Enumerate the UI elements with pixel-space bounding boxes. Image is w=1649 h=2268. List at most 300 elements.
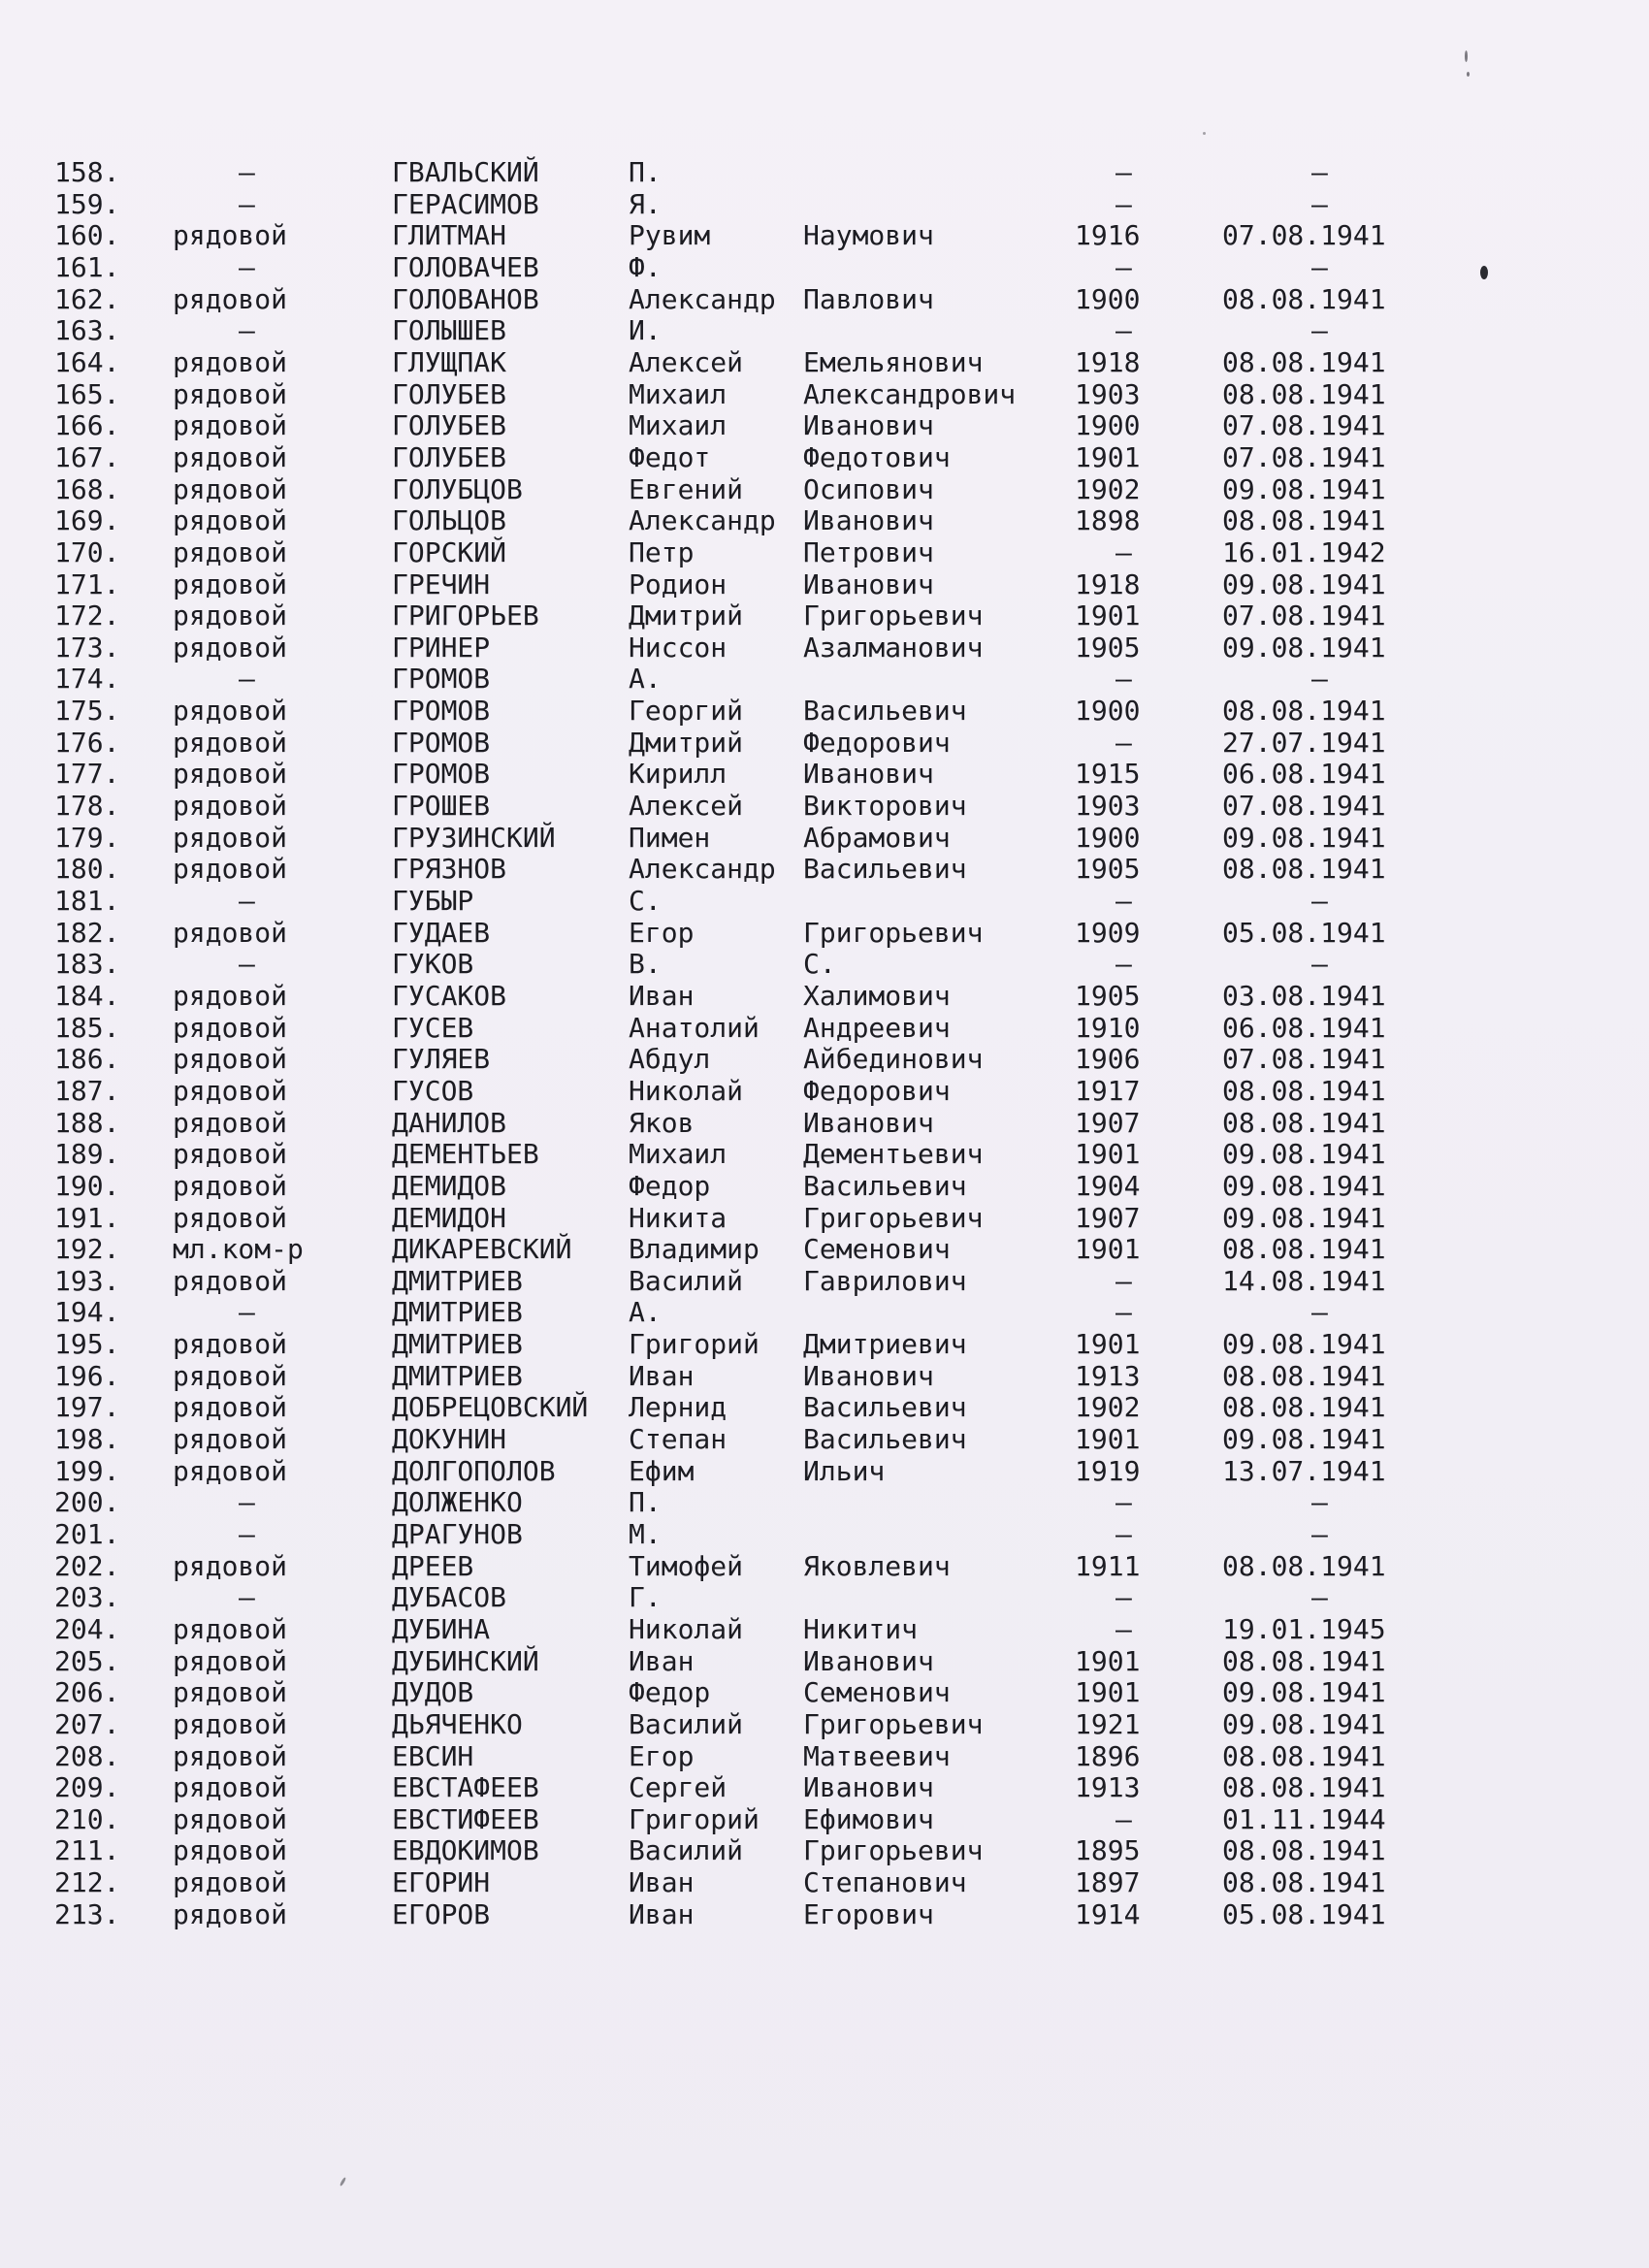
rank-cell: рядовой [173,440,288,473]
row-number: 189. [54,1138,120,1171]
date-cell: 08.08.1941 [1222,853,1386,886]
first-name-cell: Ефим [629,1454,695,1487]
row-number: 194. [54,1296,120,1329]
surname-cell: ГОЛУБЕВ [392,377,507,410]
first-name-cell: Иван [629,979,695,1012]
row-number: 197. [54,1391,120,1424]
rank-cell: рядовой [173,1707,288,1740]
row-number: 185. [54,1011,120,1044]
surname-cell: ДАНИЛОВ [392,1106,507,1139]
first-name-cell: Александр [629,282,776,315]
date-cell: 13.07.1941 [1222,1454,1386,1487]
first-name-cell: П. [629,156,662,188]
surname-cell: ГЛИТМАН [392,219,507,252]
row-number: 167. [54,440,120,473]
surname-cell: ГОЛУБЕВ [392,409,507,442]
patronymic-cell: Ильич [803,1454,886,1487]
surname-cell: ГРОМОВ [392,726,491,759]
scan-speck [1467,72,1470,77]
date-cell: – [1311,156,1328,188]
surname-cell: ДУБИНА [392,1612,491,1645]
rank-cell: рядовой [173,979,288,1012]
roster-row [0,1614,1649,1645]
patronymic-cell: Григорьевич [803,1201,984,1234]
rank-cell: – [239,663,255,696]
date-cell: 09.08.1941 [1222,1707,1386,1740]
surname-cell: ДЕМИДОН [392,1201,507,1234]
birth-year-cell: 1901 [1075,1676,1141,1709]
date-cell: 09.08.1941 [1222,1676,1386,1709]
rank-cell: рядовой [173,535,288,568]
date-cell: 09.08.1941 [1222,1138,1386,1171]
patronymic-cell: Егорович [803,1897,934,1930]
first-name-cell: Федот [629,440,711,473]
birth-year-cell: – [1116,187,1132,220]
row-number: 209. [54,1771,120,1804]
surname-cell: ГУЛЯЕВ [392,1043,491,1076]
birth-year-cell: – [1116,1581,1132,1614]
rank-cell: рядовой [173,726,288,759]
surname-cell: ГРИНЕР [392,631,491,664]
patronymic-cell: Гаврилович [803,1264,967,1297]
birth-year-cell: – [1116,1612,1132,1645]
first-name-cell: Федор [629,1676,711,1709]
roster-row [0,1013,1649,1044]
date-cell: 06.08.1941 [1222,758,1386,791]
date-cell: 07.08.1941 [1222,790,1386,822]
patronymic-cell: Иванович [803,1771,934,1804]
rank-cell: рядовой [173,758,288,791]
date-cell: 07.08.1941 [1222,599,1386,632]
first-name-cell: Ф. [629,250,662,283]
surname-cell: ДОЛГОПОЛОВ [392,1454,556,1487]
rank-cell: рядовой [173,1106,288,1139]
first-name-cell: А. [629,663,662,696]
first-name-cell: Михаил [629,409,728,442]
date-cell: 08.08.1941 [1222,504,1386,537]
birth-year-cell: – [1116,314,1132,347]
roster-row [0,474,1649,505]
patronymic-cell: Азалманович [803,631,984,664]
row-number: 160. [54,219,120,252]
date-cell: 09.08.1941 [1222,472,1386,505]
row-number: 171. [54,567,120,600]
first-name-cell: Пимен [629,821,711,854]
surname-cell: ДЕМИДОВ [392,1169,507,1202]
date-cell: 08.08.1941 [1222,1644,1386,1677]
roster-row [0,1551,1649,1582]
rank-cell: рядовой [173,1328,288,1360]
patronymic-cell: Федорович [803,726,951,759]
date-cell: 08.08.1941 [1222,1549,1386,1582]
first-name-cell: Иван [629,1897,695,1930]
roster-row [0,315,1649,346]
rank-cell: рядовой [173,282,288,315]
date-cell: 07.08.1941 [1222,219,1386,252]
birth-year-cell: 1909 [1075,916,1141,949]
birth-year-cell: 1901 [1075,1138,1141,1171]
row-number: 202. [54,1549,120,1582]
surname-cell: ДМИТРИЕВ [392,1359,523,1392]
surname-cell: ДРАГУНОВ [392,1518,523,1550]
row-number: 186. [54,1043,120,1076]
roster-row [0,1139,1649,1170]
row-number: 172. [54,599,120,632]
first-name-cell: Александр [629,853,776,886]
birth-year-cell: 1903 [1075,377,1141,410]
birth-year-cell: 1905 [1075,631,1141,664]
roster-row [0,220,1649,251]
row-number: 195. [54,1328,120,1360]
scan-speck [1465,50,1468,62]
rank-cell: рядовой [173,472,288,505]
roster-row [0,1677,1649,1708]
surname-cell: ДЬЯЧЕНКО [392,1707,523,1740]
first-name-cell: Николай [629,1612,744,1645]
surname-cell: ДОБРЕЦОВСКИЙ [392,1391,589,1424]
birth-year-cell: 1901 [1075,440,1141,473]
roster-row [0,157,1649,188]
row-number: 175. [54,695,120,727]
rank-cell: рядовой [173,821,288,854]
rank-cell: – [239,187,255,220]
first-name-cell: Никита [629,1201,728,1234]
roster-row [0,1867,1649,1898]
surname-cell: ДИКАРЕВСКИЙ [392,1233,572,1266]
rank-cell: – [239,1581,255,1614]
birth-year-cell: 1905 [1075,853,1141,886]
birth-year-cell: 1901 [1075,1328,1141,1360]
surname-cell: ГРОМОВ [392,758,491,791]
surname-cell: ДУБИНСКИЙ [392,1644,539,1677]
rank-cell: – [239,250,255,283]
date-cell: 08.08.1941 [1222,1074,1386,1107]
date-cell: 08.08.1941 [1222,1866,1386,1899]
first-name-cell: Алексей [629,790,744,822]
rank-cell: – [239,884,255,917]
patronymic-cell: Ефимович [803,1802,934,1835]
rank-cell: – [239,1486,255,1519]
birth-year-cell: 1915 [1075,758,1141,791]
first-name-cell: Яков [629,1106,695,1139]
birth-year-cell: 1903 [1075,790,1141,822]
rank-cell: рядовой [173,1423,288,1455]
patronymic-cell: Никитич [803,1612,919,1645]
row-number: 206. [54,1676,120,1709]
birth-year-cell: 1917 [1075,1074,1141,1107]
first-name-cell: Лернид [629,1391,728,1424]
birth-year-cell: 1913 [1075,1359,1141,1392]
first-name-cell: С. [629,884,662,917]
surname-cell: ГУСЕВ [392,1011,474,1044]
roster-row [0,1361,1649,1392]
row-number: 163. [54,314,120,347]
row-number: 158. [54,156,120,188]
row-number: 183. [54,948,120,981]
surname-cell: ГРЯЗНОВ [392,853,507,886]
rank-cell: рядовой [173,1549,288,1582]
first-name-cell: Георгий [629,695,744,727]
roster-row [0,1266,1649,1297]
first-name-cell: Михаил [629,377,728,410]
first-name-cell: Родион [629,567,728,600]
patronymic-cell: Матвеевич [803,1739,951,1772]
surname-cell: ЕГОРОВ [392,1897,491,1930]
row-number: 208. [54,1739,120,1772]
first-name-cell: Ниссон [629,631,728,664]
surname-cell: ГОРСКИЙ [392,535,507,568]
date-cell: – [1311,250,1328,283]
first-name-cell: Иван [629,1644,695,1677]
first-name-cell: Николай [629,1074,744,1107]
first-name-cell: Дмитрий [629,726,744,759]
date-cell: 09.08.1941 [1222,1423,1386,1455]
date-cell: 08.08.1941 [1222,1834,1386,1867]
roster-row [0,569,1649,600]
roster-row [0,1741,1649,1772]
roster-row [0,728,1649,759]
date-cell: 05.08.1941 [1222,916,1386,949]
roster-row [0,1392,1649,1423]
date-cell: – [1311,187,1328,220]
birth-year-cell: – [1116,250,1132,283]
birth-year-cell: 1906 [1075,1043,1141,1076]
roster-row [0,379,1649,410]
first-name-cell: Михаил [629,1138,728,1171]
row-number: 196. [54,1359,120,1392]
first-name-cell: Кирилл [629,758,728,791]
roster-row [0,696,1649,727]
birth-year-cell: 1900 [1075,282,1141,315]
roster-row [0,410,1649,441]
rank-cell: – [239,314,255,347]
rank-cell: рядовой [173,695,288,727]
patronymic-cell: Андреевич [803,1011,951,1044]
first-name-cell: Тимофей [629,1549,744,1582]
roster-row [0,1329,1649,1360]
birth-year-cell: – [1116,948,1132,981]
date-cell: 09.08.1941 [1222,1169,1386,1202]
surname-cell: ДМИТРИЕВ [392,1264,523,1297]
patronymic-cell: Александрович [803,377,1017,410]
first-name-cell: Иван [629,1359,695,1392]
surname-cell: ГУСОВ [392,1074,474,1107]
rank-cell: рядовой [173,504,288,537]
roster-row [0,1044,1649,1075]
first-name-cell: Егор [629,1739,695,1772]
row-number: 187. [54,1074,120,1107]
rank-cell: рядовой [173,1739,288,1772]
first-name-cell: Петр [629,535,695,568]
patronymic-cell: Иванович [803,504,934,537]
patronymic-cell: Васильевич [803,853,967,886]
rank-cell: рядовой [173,1802,288,1835]
row-number: 213. [54,1897,120,1930]
roster-row [0,505,1649,536]
birth-year-cell: 1896 [1075,1739,1141,1772]
date-cell: 14.08.1941 [1222,1264,1386,1297]
first-name-cell: Рувим [629,219,711,252]
roster-row [0,1519,1649,1550]
date-cell: 06.08.1941 [1222,1011,1386,1044]
date-cell: 03.08.1941 [1222,979,1386,1012]
date-cell: 16.01.1942 [1222,535,1386,568]
row-number: 184. [54,979,120,1012]
first-name-cell: Василий [629,1834,744,1867]
date-cell: 08.08.1941 [1222,377,1386,410]
rank-cell: рядовой [173,631,288,664]
patronymic-cell: Иванович [803,567,934,600]
roster-row [0,1709,1649,1740]
first-name-cell: И. [629,314,662,347]
birth-year-cell: – [1116,535,1132,568]
birth-year-cell: 1913 [1075,1771,1141,1804]
row-number: 159. [54,187,120,220]
surname-cell: ГОЛОВАЧЕВ [392,250,539,283]
patronymic-cell: Васильевич [803,1169,967,1202]
birth-year-cell: 1898 [1075,504,1141,537]
row-number: 162. [54,282,120,315]
first-name-cell: Степан [629,1423,728,1455]
patronymic-cell: Наумович [803,219,934,252]
date-cell: 08.08.1941 [1222,1739,1386,1772]
surname-cell: ГРОМОВ [392,695,491,727]
date-cell: 08.08.1941 [1222,1233,1386,1266]
date-cell: 08.08.1941 [1222,1359,1386,1392]
roster-row [0,284,1649,315]
date-cell: – [1311,1518,1328,1550]
birth-year-cell: – [1116,1296,1132,1329]
row-number: 177. [54,758,120,791]
birth-year-cell: 1905 [1075,979,1141,1012]
row-number: 176. [54,726,120,759]
surname-cell: ГРЕЧИН [392,567,491,600]
row-number: 205. [54,1644,120,1677]
birth-year-cell: 1902 [1075,1391,1141,1424]
birth-year-cell: 1904 [1075,1169,1141,1202]
surname-cell: ГРУЗИНСКИЙ [392,821,556,854]
first-name-cell: Егор [629,916,695,949]
patronymic-cell: С. [803,948,836,981]
roster-row [0,537,1649,568]
rank-cell: рядовой [173,409,288,442]
row-number: 182. [54,916,120,949]
birth-year-cell: 1916 [1075,219,1141,252]
rank-cell: рядовой [173,1169,288,1202]
surname-cell: ГОЛЬЦОВ [392,504,507,537]
date-cell: 09.08.1941 [1222,1328,1386,1360]
birth-year-cell: 1919 [1075,1454,1141,1487]
patronymic-cell: Васильевич [803,1423,967,1455]
scan-speck [1203,132,1206,135]
first-name-cell: Александр [629,504,776,537]
patronymic-cell: Викторович [803,790,967,822]
patronymic-cell: Степанович [803,1866,967,1899]
row-number: 179. [54,821,120,854]
birth-year-cell: 1901 [1075,1233,1141,1266]
first-name-cell: П. [629,1486,662,1519]
roster-row [0,1582,1649,1613]
birth-year-cell: 1907 [1075,1201,1141,1234]
row-number: 161. [54,250,120,283]
surname-cell: ДМИТРИЕВ [392,1328,523,1360]
rank-cell: рядовой [173,1074,288,1107]
date-cell: 09.08.1941 [1222,631,1386,664]
roster-row [0,1234,1649,1265]
row-number: 198. [54,1423,120,1455]
scan-speck [1480,266,1488,279]
surname-cell: ЕВСИН [392,1739,474,1772]
first-name-cell: Василий [629,1707,744,1740]
row-number: 193. [54,1264,120,1297]
patronymic-cell: Петрович [803,535,934,568]
date-cell: 08.08.1941 [1222,282,1386,315]
date-cell: – [1311,1581,1328,1614]
patronymic-cell: Семенович [803,1676,951,1709]
birth-year-cell: – [1116,156,1132,188]
date-cell: 01.11.1944 [1222,1802,1386,1835]
row-number: 188. [54,1106,120,1139]
first-name-cell: Алексей [629,345,744,378]
row-number: 180. [54,853,120,886]
row-number: 204. [54,1612,120,1645]
patronymic-cell: Иванович [803,409,934,442]
patronymic-cell: Григорьевич [803,1834,984,1867]
rank-cell: рядовой [173,1391,288,1424]
roster-row [0,442,1649,473]
surname-cell: ДРЕЕВ [392,1549,474,1582]
surname-cell: ДЕМЕНТЬЕВ [392,1138,539,1171]
surname-cell: ГРОШЕВ [392,790,491,822]
date-cell: – [1311,1486,1328,1519]
patronymic-cell: Павлович [803,282,934,315]
roster-row [0,1171,1649,1202]
rank-cell: рядовой [173,853,288,886]
roster-row [0,1804,1649,1835]
date-cell: 09.08.1941 [1222,1201,1386,1234]
roster-row [0,981,1649,1012]
birth-year-cell: – [1116,663,1132,696]
roster-row [0,1456,1649,1487]
surname-cell: ГОЛУБЕВ [392,440,507,473]
first-name-cell: Г. [629,1581,662,1614]
first-name-cell: Григорий [629,1802,760,1835]
birth-year-cell: – [1116,1264,1132,1297]
patronymic-cell: Семенович [803,1233,951,1266]
first-name-cell: Иван [629,1866,695,1899]
row-number: 211. [54,1834,120,1867]
surname-cell: ЕВСТАФЕЕВ [392,1771,539,1804]
row-number: 207. [54,1707,120,1740]
roster-row [0,347,1649,378]
first-name-cell: Анатолий [629,1011,760,1044]
row-number: 174. [54,663,120,696]
patronymic-cell: Иванович [803,1106,934,1139]
birth-year-cell: 1900 [1075,409,1141,442]
patronymic-cell: Григорьевич [803,916,984,949]
rank-cell: рядовой [173,1834,288,1867]
date-cell: 07.08.1941 [1222,409,1386,442]
roster-row [0,1203,1649,1234]
rank-cell: – [239,156,255,188]
birth-year-cell: 1914 [1075,1897,1141,1930]
birth-year-cell: – [1116,1518,1132,1550]
patronymic-cell: Яковлевич [803,1549,951,1582]
birth-year-cell: 1895 [1075,1834,1141,1867]
surname-cell: ГУБЫР [392,884,474,917]
first-name-cell: Владимир [629,1233,760,1266]
patronymic-cell: Осипович [803,472,934,505]
